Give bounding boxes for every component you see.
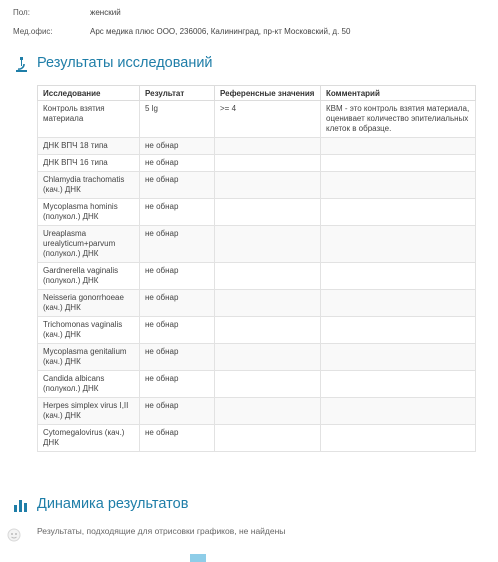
cell-result: не обнар <box>140 317 215 344</box>
cell-test: Herpes simplex virus I,II (кач.) ДНК <box>38 398 140 425</box>
cell-test: Ureaplasma urealyticum+parvum (полукол.) ДНК <box>38 226 140 263</box>
col-header-result: Результат <box>140 86 215 101</box>
table-row <box>38 371 476 398</box>
cell-comment <box>321 317 476 344</box>
cell-result: не обнар <box>140 172 215 199</box>
table-row <box>38 155 476 172</box>
cell-result: не обнар <box>140 344 215 371</box>
microscope-icon <box>13 56 29 73</box>
table-row <box>38 101 476 138</box>
cell-test: Neisseria gonorrhoeae (кач.) ДНК <box>38 290 140 317</box>
cell-ref: >= 4 <box>215 101 321 138</box>
cell-comment <box>321 425 476 452</box>
gender-label: Пол: <box>13 8 30 17</box>
table-row <box>38 138 476 155</box>
cell-ref <box>215 263 321 290</box>
table-header-row <box>38 86 476 101</box>
bar-chart-icon <box>13 497 29 513</box>
cell-test: Trichomonas vaginalis (кач.) ДНК <box>38 317 140 344</box>
cell-ref <box>215 155 321 172</box>
table-row <box>38 317 476 344</box>
cell-comment <box>321 226 476 263</box>
cell-result: не обнар <box>140 425 215 452</box>
table-row <box>38 226 476 263</box>
cell-ref <box>215 317 321 344</box>
cell-result: не обнар <box>140 371 215 398</box>
results-title-text: Результаты исследований <box>37 55 213 71</box>
dynamics-title-text: Динамика результатов <box>37 496 189 512</box>
cell-result: 5 lg <box>140 101 215 138</box>
cell-comment <box>321 290 476 317</box>
cell-test: ДНК ВПЧ 16 типа <box>38 155 140 172</box>
cell-comment <box>321 344 476 371</box>
office-row <box>13 27 350 36</box>
cell-comment <box>321 398 476 425</box>
cell-test: Chlamydia trachomatis (кач.) ДНК <box>38 172 140 199</box>
office-value: Арс медика плюс ООО, 236006, Калининград, пр-кт Московский, д. 50 <box>90 27 351 36</box>
gender-row <box>13 8 121 17</box>
cell-result: не обнар <box>140 263 215 290</box>
results-table <box>37 85 476 452</box>
cell-ref <box>215 226 321 263</box>
cell-result: не обнар <box>140 398 215 425</box>
cell-result: не обнар <box>140 155 215 172</box>
cell-result: не обнар <box>140 138 215 155</box>
cell-ref <box>215 371 321 398</box>
cell-ref <box>215 398 321 425</box>
cell-ref <box>215 199 321 226</box>
table-row <box>38 290 476 317</box>
partial-icon <box>190 554 206 562</box>
cell-test: Candida albicans (полукол.) ДНК <box>38 371 140 398</box>
cell-comment <box>321 138 476 155</box>
cell-test: Cytomegalovirus (кач.) ДНК <box>38 425 140 452</box>
cell-test: ДНК ВПЧ 18 типа <box>38 138 140 155</box>
table-row <box>38 344 476 371</box>
table-row <box>38 172 476 199</box>
cell-result: не обнар <box>140 226 215 263</box>
floating-help-icon[interactable] <box>7 528 21 542</box>
cell-result: не обнар <box>140 290 215 317</box>
col-header-test: Исследование <box>38 86 140 101</box>
table-row <box>38 263 476 290</box>
gender-value: женский <box>90 8 121 17</box>
cell-comment <box>321 263 476 290</box>
cell-ref <box>215 290 321 317</box>
cell-comment <box>321 155 476 172</box>
cell-result: не обнар <box>140 199 215 226</box>
cell-ref <box>215 138 321 155</box>
cell-ref <box>215 425 321 452</box>
dynamics-empty-message: Результаты, подходящие для отрисовки графиков, не найдены <box>37 526 286 536</box>
table-row <box>38 398 476 425</box>
col-header-comment: Комментарий <box>321 86 476 101</box>
table-row <box>38 425 476 452</box>
cell-comment <box>321 199 476 226</box>
col-header-reference: Референсные значения <box>215 86 321 101</box>
office-label: Мед.офис: <box>13 27 53 36</box>
cell-test: Mycoplasma genitalium (кач.) ДНК <box>38 344 140 371</box>
cell-comment <box>321 172 476 199</box>
cell-ref <box>215 172 321 199</box>
cell-test: Mycoplasma hominis (полукол.) ДНК <box>38 199 140 226</box>
cell-test: Контроль взятия материала <box>38 101 140 138</box>
cell-comment <box>321 371 476 398</box>
cell-ref <box>215 344 321 371</box>
cell-test: Gardnerella vaginalis (полукол.) ДНК <box>38 263 140 290</box>
table-row <box>38 199 476 226</box>
cell-comment: КВМ - это контроль взятия материала, оценивает количество эпителиальных клеток в образце. <box>321 101 476 138</box>
